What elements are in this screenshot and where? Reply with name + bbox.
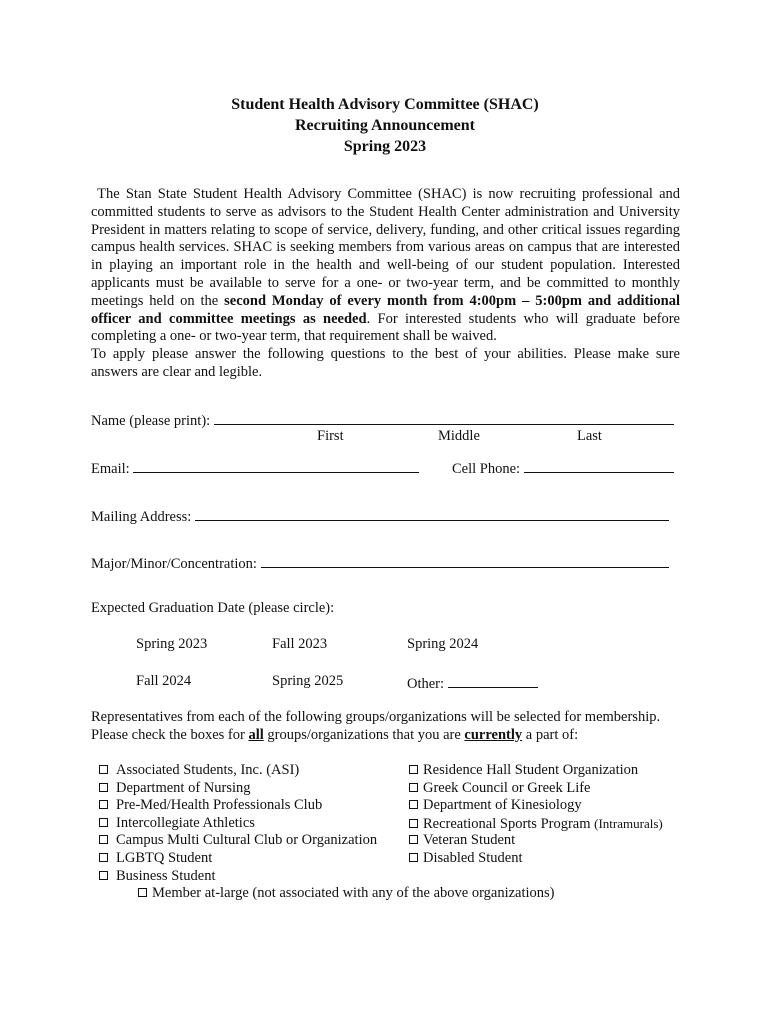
group-checkbox-disabled[interactable]: [409, 850, 522, 868]
grad-option-other[interactable]: [407, 673, 538, 693]
intro-text-part2: . For interested students who will graduate before completing a one- or two-year term, that requirement shall be waived.: [91, 310, 680, 345]
group-label: Recreational Sports Program: [423, 815, 591, 832]
group-checkbox-member-at-large[interactable]: [138, 885, 555, 903]
intro-text: [91, 186, 680, 382]
name-row: [91, 410, 674, 430]
checkbox-icon: [138, 888, 147, 897]
checkbox-icon: [409, 765, 418, 774]
checkbox-icon: [409, 835, 418, 844]
group-checkbox-business[interactable]: [99, 868, 216, 886]
group-checkbox-nursing[interactable]: [99, 780, 251, 798]
checkbox-icon: [99, 765, 108, 774]
grad-other-label: Other:: [407, 676, 445, 692]
group-checkbox-residence-hall[interactable]: [409, 762, 638, 780]
major-label: Major/Minor/Concentration:: [91, 556, 257, 572]
mailing-row: [91, 506, 669, 526]
group-label: Associated Students, Inc. (ASI): [116, 762, 300, 778]
group-checkbox-kinesiology[interactable]: [409, 797, 582, 815]
group-label: Business Student: [116, 867, 216, 884]
group-checkbox-rec-sports[interactable]: [409, 815, 663, 834]
email-row: [91, 458, 419, 478]
doc-term: Spring 2023: [343, 138, 427, 155]
checkbox-icon: [409, 853, 418, 862]
group-checkbox-lgbtq[interactable]: [99, 850, 212, 868]
title-block: [0, 94, 770, 157]
groups-intro-line-1: Representatives from each of the following groups/organizations will be selected for membership.: [91, 709, 661, 725]
group-checkbox-asi[interactable]: [99, 762, 299, 780]
group-checkbox-veteran[interactable]: [409, 832, 515, 850]
email-field[interactable]: [133, 458, 419, 473]
checkbox-icon: [409, 800, 418, 809]
group-checkbox-multicultural[interactable]: [99, 832, 377, 850]
grad-option-fall-2023[interactable]: Fall 2023: [272, 636, 328, 652]
groups-intro-line-2: [91, 727, 578, 744]
grad-option-spring-2023[interactable]: Spring 2023: [136, 636, 208, 652]
meeting-schedule: second Monday of every month from 4:00pm – 5:00pm and additional officer and committee meetings as needed: [91, 292, 680, 327]
group-label: Disabled Student: [423, 850, 523, 866]
mailing-label: Mailing Address:: [91, 509, 192, 525]
group-label: Pre-Med/Health Professionals Club: [116, 797, 323, 814]
cell-label: Cell Phone:: [452, 461, 521, 477]
name-label: Name (please print):: [91, 413, 211, 429]
emphasis-all: all: [248, 727, 264, 743]
group-checkbox-premed[interactable]: [99, 797, 322, 815]
group-checkbox-athletics[interactable]: [99, 815, 255, 833]
email-label: Email:: [91, 461, 130, 477]
checkbox-icon: [99, 853, 108, 862]
group-label: Department of Nursing: [116, 779, 251, 796]
checkbox-icon: [99, 800, 108, 809]
name-first-caption: First: [317, 428, 344, 444]
cell-phone-field[interactable]: [524, 458, 674, 473]
name-last-caption: Last: [577, 428, 602, 444]
group-label: Veteran Student: [423, 832, 516, 849]
groups-intro-text-c: a part of:: [522, 727, 579, 743]
group-label: Intercollegiate Athletics: [116, 814, 255, 831]
checkbox-icon: [99, 835, 108, 844]
grad-option-spring-2025[interactable]: Spring 2025: [272, 673, 344, 689]
group-label: Member at-large (not associated with any of the above organizations): [152, 885, 555, 902]
checkbox-icon: [99, 818, 108, 827]
doc-title: Student Health Advisory Committee (SHAC): [231, 96, 539, 113]
major-row: [91, 553, 669, 573]
group-label: Greek Council or Greek Life: [423, 779, 591, 796]
group-label: Campus Multi Cultural Club or Organization: [116, 832, 378, 849]
grad-label: Expected Graduation Date (please circle):: [91, 600, 335, 616]
intro-paragraph-2: To apply please answer the following questions to the best of your abilities. Please make sure answers are clear and legible.: [91, 346, 680, 380]
name-middle-caption: Middle: [438, 428, 480, 444]
grad-option-spring-2024[interactable]: Spring 2024: [407, 636, 479, 652]
name-field[interactable]: [214, 410, 674, 425]
group-label: LGBTQ Student: [116, 850, 213, 866]
groups-intro-text-a: Please check the boxes for: [91, 727, 249, 743]
groups-intro-text-b: groups/organizations that you are: [263, 727, 465, 743]
grad-other-field[interactable]: [448, 673, 538, 688]
checkbox-icon: [99, 783, 108, 792]
emphasis-currently: currently: [464, 727, 523, 743]
group-label: Department of Kinesiology: [423, 797, 582, 814]
intramurals-note: (Intramurals): [594, 815, 663, 831]
intro-text-part1: The Stan State Student Health Advisory Committee (SHAC) is now recruiting professional and committed students to serve as advisors to the Student Health Center administration and University President in matters relating to scope of service, delivery, funding, and other critical issues regarding campus health services. SHAC is seeking members from various areas on campus that are interested in playing an important role in the health and well-being of our student population. Interested applicants must be available to serve for a one- or two-year term, and be committed to monthly meetings held on the: [91, 186, 681, 309]
checkbox-icon: [99, 871, 108, 880]
cell-row: [452, 458, 674, 478]
grad-option-fall-2024[interactable]: Fall 2024: [136, 673, 192, 689]
group-checkbox-greek[interactable]: [409, 780, 591, 798]
major-field[interactable]: [261, 553, 669, 568]
checkbox-icon: [409, 819, 418, 828]
intro-paragraph-1: [91, 186, 680, 346]
mailing-address-field[interactable]: [195, 506, 669, 521]
doc-subtitle: Recruiting Announcement: [295, 117, 475, 134]
checkbox-icon: [409, 783, 418, 792]
group-label: Residence Hall Student Organization: [423, 762, 639, 778]
